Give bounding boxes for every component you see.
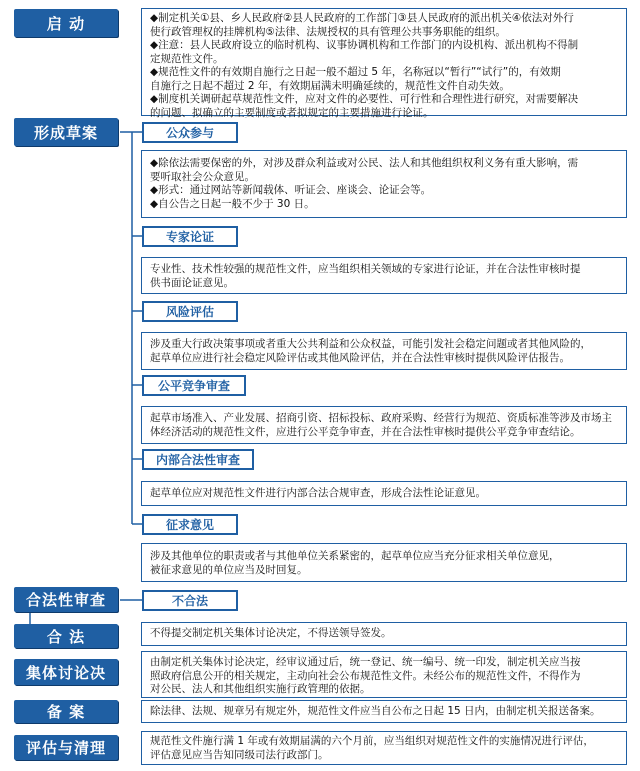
stage-legal: 合 法 xyxy=(14,624,118,648)
box-start-line: 使行政管理权的挂牌机构⑤法律、法规授权的具有管理公共事务职能的组织。 xyxy=(150,25,506,38)
box-start-line: 的问题、拟确立的主要制度或者拟规定的主要措施进行论证。 xyxy=(150,106,434,119)
box-collective-line: 对公民、法人和其他组织实施行政管理的依据。 xyxy=(150,683,371,695)
stage-filing: 备 案 xyxy=(14,700,118,723)
box-internal-line: 起草单位应对规范性文件进行内部合法合规审查，形成合法性论证意见。 xyxy=(150,487,486,499)
box-competition-line: 起草市场准入、产业发展、招商引资、招标投标、政府采购、经营行为规范、资质标准等涉及市场主 xyxy=(150,412,612,424)
substep-solicit-opinions: 征求意见 xyxy=(142,514,238,535)
box-solicit-opinions xyxy=(141,543,627,582)
box-evaluation xyxy=(141,731,627,765)
substep-risk-assessment: 风险评估 xyxy=(142,301,238,322)
box-filing xyxy=(141,700,627,723)
substep-internal-legality: 内部合法性审查 xyxy=(142,449,254,470)
box-collective-line: 照政府信息公开的相关规定，主动向社会公布规范性文件。未经公布的规范性文件，不得作为 xyxy=(150,669,581,682)
substep-expert-review: 专家论证 xyxy=(142,226,238,247)
box-public-line: ◆形式：通过网站等新闻载体、听证会、座谈会、论证会等。 xyxy=(150,184,432,196)
box-start xyxy=(141,8,627,119)
box-solicit-line: 被征求意见的单位应当及时回复。 xyxy=(150,563,308,576)
box-competition-line: 体经济活动的规范性文件，应进行公平竞争审查，并在合法性审核时提供公平竞争审查结论。 xyxy=(150,425,581,438)
box-risk-line: 起草单位应进行社会稳定风险评估或其他风险评估，并在合法性审核时提供风险评估报告。 xyxy=(150,351,570,364)
box-start-line: 自施行之日起不超过 2 年，有效期届满未明确延续的，规范性文件自动失效。 xyxy=(150,79,510,92)
box-expert-line: 专业性、技术性较强的规范性文件，应当组织相关领域的专家进行论证，并在合法性审核时提 xyxy=(150,263,581,275)
box-start-line: ◆制度机关调研起草规范性文件，应对文件的必要性、可行性和合理性进行研究，对需要解决 xyxy=(150,93,579,105)
box-collective-line: 由制定机关集体讨论决定，经审议通过后，统一登记、统一编号、统一印发，制定机关应当按 xyxy=(150,656,581,668)
substep-public-participation: 公众参与 xyxy=(142,122,238,143)
box-legal xyxy=(141,622,627,646)
box-expert-review xyxy=(141,257,627,294)
box-start-line: 定规范性文件。 xyxy=(150,52,224,65)
box-start-line: ◆规范性文件的有效期自施行之日起一般不超过 5 年，名称冠以“暂行”“试行”的，有效期 xyxy=(150,66,561,78)
box-public-line: ◆自公告之日起一般不少于 30 日。 xyxy=(150,197,315,210)
box-public-line: ◆除依法需要保密的外，对涉及群众利益或对公民、法人和其他组织权利义务有重大影响，需 xyxy=(150,157,579,169)
box-internal-legality xyxy=(141,481,627,506)
box-risk-assessment xyxy=(141,332,627,370)
box-legal-line: 不得提交制定机关集体讨论决定，不得送领导签发。 xyxy=(150,627,392,639)
stage-collective-decision: 集体讨论决 xyxy=(14,659,118,685)
box-public-line: 要听取社会公众意见。 xyxy=(150,170,255,183)
substep-illegal: 不合法 xyxy=(142,590,238,611)
stage-draft: 形成草案 xyxy=(14,118,118,146)
box-collective-decision xyxy=(141,651,627,698)
substep-fair-competition: 公平竞争审查 xyxy=(142,375,246,396)
stage-start: 启 动 xyxy=(14,9,118,37)
box-public-participation xyxy=(141,150,627,218)
box-expert-line: 供书面论证意见。 xyxy=(150,276,234,289)
stage-legality-review: 合法性审查 xyxy=(14,587,118,612)
box-risk-line: 涉及重大行政决策事项或者重大公共利益和公众权益，可能引发社会稳定问题或者其他风险的， xyxy=(150,338,591,350)
box-start-line: ◆注意：县人民政府设立的临时机构、议事协调机构和工作部门的内设机构、派出机构不得制 xyxy=(150,39,579,51)
box-evaluation-line: 规范性文件施行满 1 年或有效期届满的六个月前，应当组织对规范性文件的实施情况进行评估， xyxy=(150,735,594,747)
stage-evaluation: 评估与清理 xyxy=(14,735,118,760)
box-evaluation-line: 评估意见应当告知同级司法行政部门。 xyxy=(150,748,329,761)
box-fair-competition xyxy=(141,406,627,444)
box-start-line: ◆制定机关①县、乡人民政府②县人民政府的工作部门③县人民政府的派出机关④依法对外行 xyxy=(150,12,574,24)
box-filing-line: 除法律、法规、规章另有规定外，规范性文件应当自公布之日起 15 日内，由制定机关报送备案。 xyxy=(150,705,601,717)
box-solicit-line: 涉及其他单位的职责或者与其他单位关系紧密的，起草单位应当充分征求相关单位意见， xyxy=(150,550,560,562)
